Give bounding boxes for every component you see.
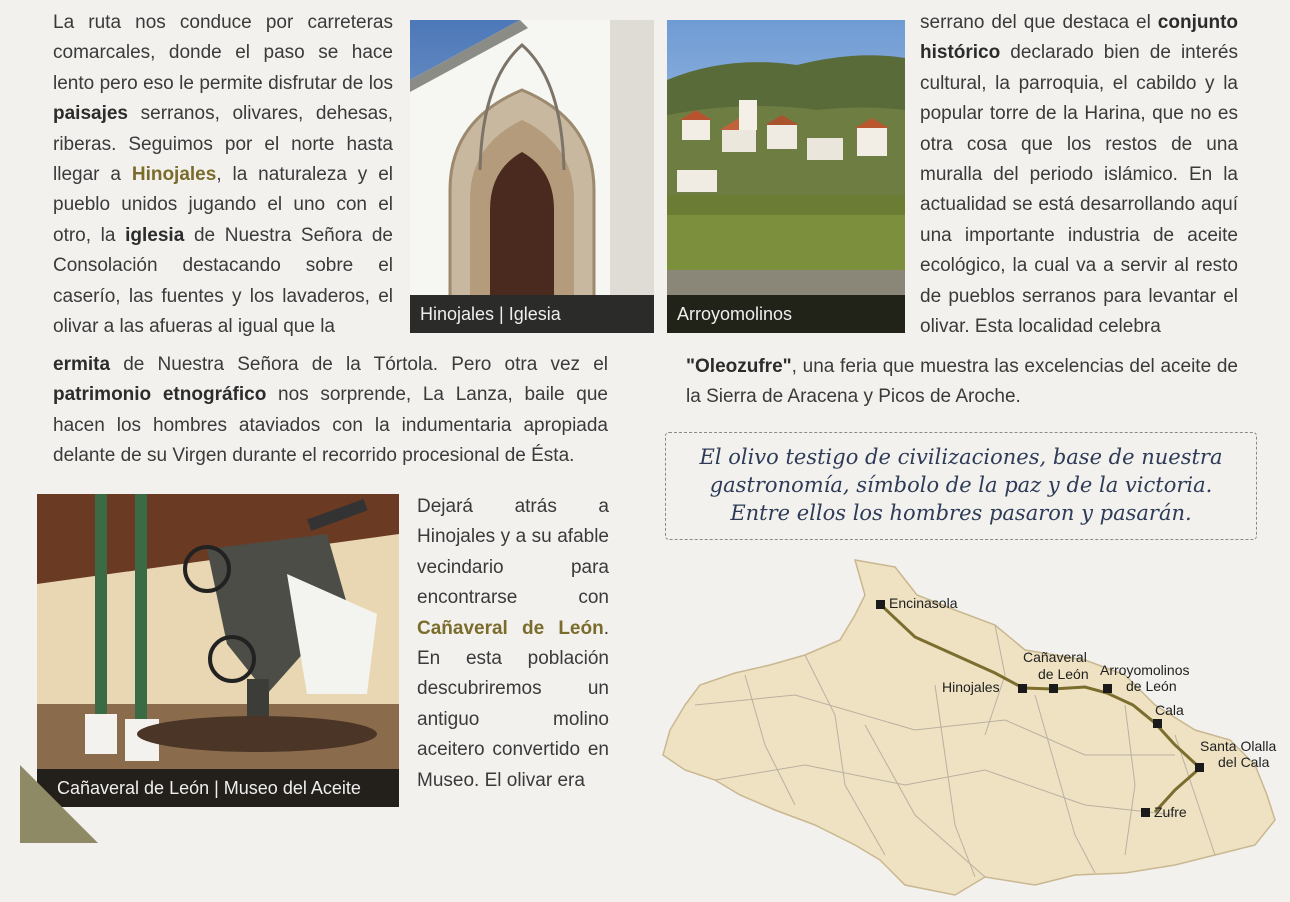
left-column-middle: [53, 350, 608, 472]
bold-term: ermita: [53, 354, 111, 375]
marker-cala: [1153, 719, 1162, 728]
canaveral-column: [417, 492, 609, 796]
caption-village: Arroyomolinos: [667, 295, 905, 333]
label-arroyomolinos-1: Arroyomolinos: [1100, 662, 1190, 678]
marker-hinojales: [1018, 684, 1027, 693]
bold-term: "Oleozufre": [686, 356, 792, 377]
text-run: , la naturaleza y el pueblo unidos jugando el uno con el otro, la: [53, 164, 393, 246]
paragraph-ermita: [53, 350, 608, 472]
text-run: Dejará atrás a Hinojales y a su afable vecindario para encontrarse con: [417, 496, 609, 609]
photo-hinojales-church: [410, 20, 654, 333]
bold-term: iglesia: [125, 224, 185, 246]
quote-line-2: gastronomía, símbolo de la paz y de la victoria.: [709, 473, 1213, 497]
text-run: nos sorprende, La Lanza, baile que hacen los hombres ataviados con la indumentaria apropiada delante de su Virgen durante el recorrido procesional de Ésta.: [53, 384, 608, 467]
olive-quote-box: [665, 432, 1257, 540]
caption-museum: Cañaveral de León | Museo del Aceite: [37, 769, 399, 807]
marker-canaveral: [1049, 684, 1058, 693]
route-map: [655, 555, 1290, 902]
marker-encinasola: [876, 600, 885, 609]
quote-line-1: El olivo testigo de civilizaciones, base de nuestra: [699, 445, 1223, 469]
text-run: serranos, olivares, dehesas, riberas. Seguimos por el norte hasta llegar a: [53, 103, 393, 186]
label-canaveral-2: de León: [1038, 666, 1089, 682]
right-column-top: [920, 8, 1238, 342]
bold-term: Hinojales: [131, 164, 217, 186]
text-run: La ruta nos conduce por carreteras comarcales, donde el paso se hace lento pero eso le permite disfrutar de los: [53, 12, 393, 94]
quote-line-3: Entre ellos los hombres pasaron y pasarán.: [730, 501, 1192, 525]
right-column-bottom: [686, 352, 1238, 413]
photo-arroyomolinos: [667, 20, 905, 333]
text-run: , una feria que muestra las excelencias del aceite de la Sierra de Aracena y Picos de Aroche.: [686, 356, 1238, 408]
paragraph-oleozufre: [686, 352, 1238, 413]
paragraph-canaveral: [417, 492, 609, 796]
photo-museo-aceite: [37, 494, 399, 807]
text-run: de Nuestra Señora de Consolación destacando sobre el caserío, las fuentes y los lavaderos, el olivar a las afueras al igual que la: [53, 224, 393, 338]
bold-term: paisajes: [53, 103, 128, 125]
text-run: . En esta población descubriremos un antiguo molino aceitero convertido en Museo. El olivar era: [417, 617, 609, 791]
marker-santa-olalla: [1195, 763, 1204, 772]
village-illustration: [667, 20, 905, 333]
label-cala: Cala: [1155, 702, 1184, 718]
label-encinasola: Encinasola: [889, 595, 958, 611]
decorative-corner: [20, 765, 100, 843]
bold-term: patrimonio etnográfico: [53, 384, 267, 406]
church-illustration: [410, 20, 654, 333]
paragraph-hinojales: [53, 8, 393, 342]
paragraph-arroyomolinos: [920, 8, 1238, 342]
marker-zufre: [1141, 808, 1150, 817]
text-run: declarado bien de interés cultural, la parroquia, el cabildo y la popular torre de la Harina, que no es otra cosa que los restos de una muralla del periodo islámico. En la actualidad se está desarrollando aquí una importante industria de aceite ecológico, la cual va a servir al resto de pueblos serranos para levantar el olivar. Esta localidad celebra: [920, 42, 1238, 338]
label-santa-olalla-2: del Cala: [1218, 754, 1270, 770]
bold-term: Cañaveral de León: [417, 617, 604, 639]
caption-church: Hinojales | Iglesia: [410, 295, 654, 333]
left-column-top: [53, 8, 393, 342]
label-arroyomolinos-2: de León: [1126, 678, 1177, 694]
text-run: de Nuestra Señora de la Tórtola. Pero otra vez el: [110, 354, 608, 375]
bold-term: conjunto histórico: [920, 12, 1238, 64]
label-canaveral-1: Cañaveral: [1023, 649, 1087, 665]
map-region-shape: [663, 560, 1275, 895]
label-santa-olalla-1: Santa Olalla: [1200, 738, 1277, 754]
text-run: serrano del que destaca el: [920, 12, 1158, 33]
label-zufre: Zufre: [1154, 804, 1187, 820]
museum-illustration: [37, 494, 399, 807]
label-hinojales: Hinojales: [942, 679, 1000, 695]
marker-arroyomolinos: [1103, 684, 1112, 693]
